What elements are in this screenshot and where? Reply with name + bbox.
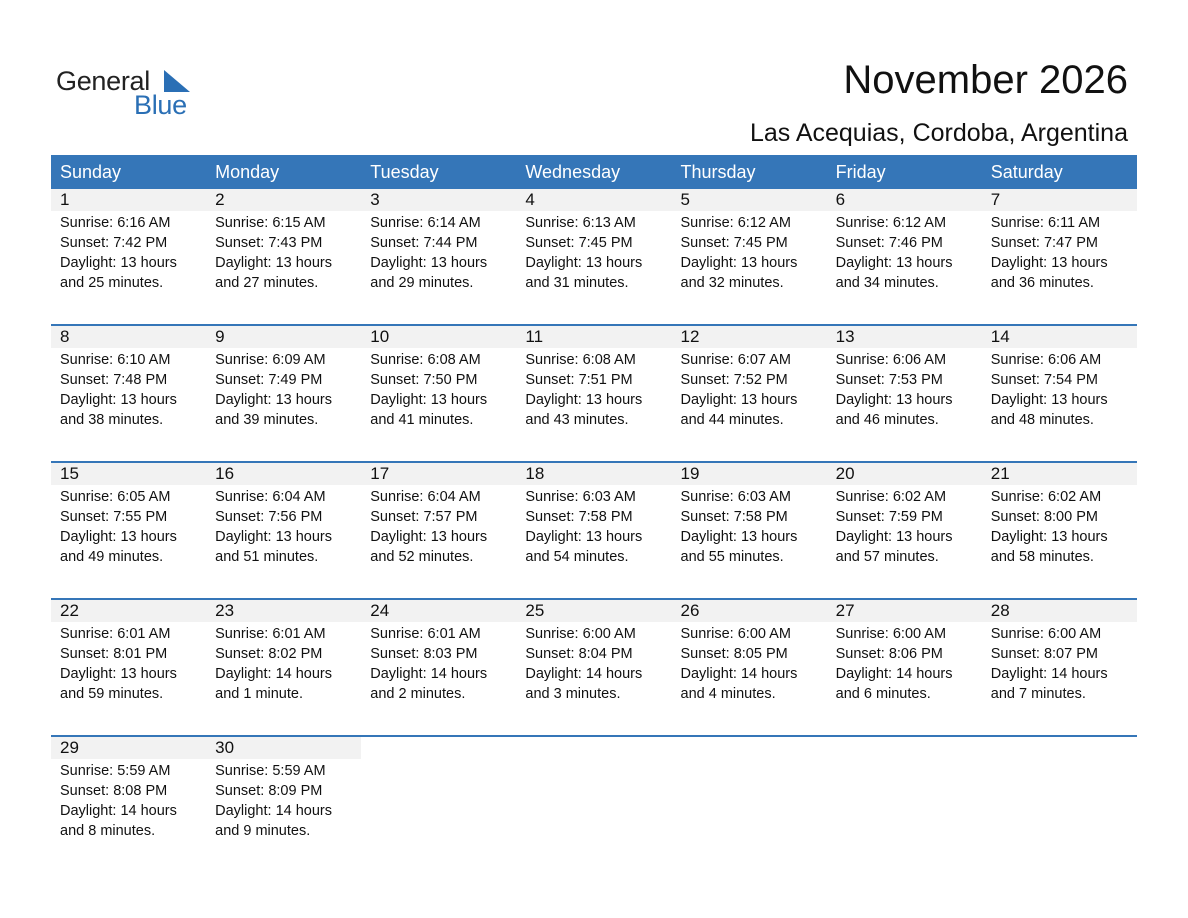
daylight-minutes: and 52 minutes. — [370, 549, 474, 565]
sunset-time: Sunset: 7:50 PM — [370, 372, 478, 388]
sunrise-time: Sunrise: 6:00 AM — [835, 626, 947, 642]
day-details — [361, 348, 516, 430]
sunset-time: Sunset: 7:45 PM — [680, 235, 788, 251]
daylight-minutes: and 54 minutes. — [525, 549, 629, 565]
day-cell — [516, 600, 671, 735]
weekday-header: Tuesday — [370, 162, 439, 182]
daylight-hours: Daylight: 14 hours — [990, 666, 1108, 682]
daylight-minutes: and 3 minutes. — [525, 686, 621, 702]
day-details — [827, 211, 982, 293]
day-details — [206, 348, 361, 430]
daylight-hours: Daylight: 13 hours — [215, 529, 332, 545]
daylight-minutes: and 55 minutes. — [680, 549, 784, 565]
sunrise-time: Sunrise: 6:08 AM — [370, 352, 481, 368]
daylight-hours: Daylight: 14 hours — [215, 666, 332, 682]
day-number: 1 — [51, 189, 206, 211]
sunset-time: Sunset: 7:54 PM — [990, 372, 1098, 388]
weekday-header: Saturday — [990, 162, 1063, 182]
daylight-hours: Daylight: 13 hours — [370, 392, 488, 408]
daylight-hours: Daylight: 14 hours — [60, 803, 177, 819]
daylight-hours: Daylight: 13 hours — [990, 529, 1108, 545]
daylight-minutes: and 49 minutes. — [60, 549, 164, 565]
daylight-hours: Daylight: 13 hours — [60, 255, 177, 271]
sunset-time: Sunset: 8:00 PM — [990, 509, 1098, 525]
day-number: 2 — [206, 189, 361, 211]
daylight-minutes: and 51 minutes. — [215, 549, 319, 565]
day-details — [206, 211, 361, 293]
day-cell — [206, 326, 361, 461]
sunset-time: Sunset: 7:55 PM — [60, 509, 168, 525]
sunset-time: Sunset: 8:08 PM — [60, 783, 168, 799]
day-cell — [672, 600, 827, 735]
daylight-hours: Daylight: 13 hours — [835, 392, 953, 408]
day-number: 4 — [516, 189, 671, 211]
day-details — [827, 622, 982, 704]
daylight-hours: Daylight: 14 hours — [835, 666, 953, 682]
day-number: 9 — [206, 326, 361, 348]
logo-general-text: General — [56, 66, 150, 96]
daylight-hours: Daylight: 13 hours — [525, 529, 643, 545]
sunrise-time: Sunrise: 6:04 AM — [370, 489, 481, 505]
sunrise-time: Sunrise: 6:03 AM — [525, 489, 636, 505]
sunrise-time: Sunrise: 6:13 AM — [525, 215, 636, 231]
empty-day-cell — [982, 737, 1137, 872]
day-number: 8 — [51, 326, 206, 348]
day-details — [51, 348, 206, 430]
daylight-hours: Daylight: 13 hours — [680, 255, 798, 271]
day-number: 24 — [361, 600, 516, 622]
day-cell — [672, 326, 827, 461]
day-details — [672, 348, 827, 430]
day-number: 29 — [51, 737, 206, 759]
sunrise-time: Sunrise: 6:14 AM — [370, 215, 481, 231]
empty-day-cell — [516, 737, 671, 872]
daylight-minutes: and 32 minutes. — [680, 275, 784, 291]
day-cell — [982, 189, 1137, 324]
sunset-time: Sunset: 7:42 PM — [60, 235, 168, 251]
sunrise-time: Sunrise: 6:06 AM — [990, 352, 1102, 368]
daylight-minutes: and 36 minutes. — [990, 275, 1094, 291]
day-details — [51, 485, 206, 567]
sunset-time: Sunset: 8:09 PM — [215, 783, 323, 799]
day-cell — [516, 326, 671, 461]
sunrise-time: Sunrise: 6:01 AM — [60, 626, 171, 642]
daylight-minutes: and 8 minutes. — [60, 823, 156, 839]
sunset-time: Sunset: 7:46 PM — [835, 235, 943, 251]
day-number: 6 — [827, 189, 982, 211]
location-subtitle: Las Acequias, Cordoba, Argentina — [749, 119, 1128, 147]
weeks-container — [51, 189, 1137, 872]
daylight-hours: Daylight: 14 hours — [370, 666, 488, 682]
day-cell — [982, 600, 1137, 735]
daylight-minutes: and 43 minutes. — [525, 412, 629, 428]
day-details — [516, 485, 671, 567]
daylight-hours: Daylight: 14 hours — [680, 666, 798, 682]
day-number: 30 — [206, 737, 361, 759]
day-number: 26 — [672, 600, 827, 622]
day-cell — [206, 600, 361, 735]
day-details — [827, 348, 982, 430]
sunset-time: Sunset: 8:05 PM — [680, 646, 788, 662]
day-details — [206, 759, 361, 841]
daylight-minutes: and 59 minutes. — [60, 686, 164, 702]
day-number: 11 — [516, 326, 671, 348]
day-cell — [827, 326, 982, 461]
daylight-minutes: and 44 minutes. — [680, 412, 784, 428]
day-cell — [982, 463, 1137, 598]
sunrise-time: Sunrise: 6:01 AM — [215, 626, 326, 642]
day-number: 28 — [982, 600, 1137, 622]
sunset-time: Sunset: 8:03 PM — [370, 646, 478, 662]
day-details — [51, 759, 206, 841]
day-number: 10 — [361, 326, 516, 348]
daylight-minutes: and 29 minutes. — [370, 275, 474, 291]
sunset-time: Sunset: 7:58 PM — [525, 509, 633, 525]
sunset-time: Sunset: 7:58 PM — [680, 509, 788, 525]
daylight-minutes: and 1 minute. — [215, 686, 303, 702]
daylight-hours: Daylight: 13 hours — [990, 255, 1108, 271]
empty-day-cell — [361, 737, 516, 872]
day-number: 13 — [827, 326, 982, 348]
sunset-time: Sunset: 7:52 PM — [680, 372, 788, 388]
day-details — [361, 622, 516, 704]
sunrise-time: Sunrise: 6:04 AM — [215, 489, 326, 505]
day-number: 17 — [361, 463, 516, 485]
week-row — [51, 598, 1137, 735]
daylight-hours: Daylight: 13 hours — [370, 529, 488, 545]
sunset-time: Sunset: 7:53 PM — [835, 372, 943, 388]
day-details — [672, 485, 827, 567]
sunset-time: Sunset: 7:47 PM — [990, 235, 1098, 251]
day-cell — [206, 189, 361, 324]
day-number: 5 — [672, 189, 827, 211]
daylight-hours: Daylight: 13 hours — [525, 255, 643, 271]
sunrise-time: Sunrise: 6:12 AM — [680, 215, 791, 231]
daylight-hours: Daylight: 13 hours — [60, 392, 177, 408]
day-cell — [51, 189, 206, 324]
day-cell — [827, 600, 982, 735]
sunset-time: Sunset: 8:06 PM — [835, 646, 943, 662]
day-cell — [206, 463, 361, 598]
sunset-time: Sunset: 7:51 PM — [525, 372, 633, 388]
sunrise-time: Sunrise: 6:09 AM — [215, 352, 326, 368]
weekday-header: Sunday — [60, 162, 122, 182]
daylight-hours: Daylight: 13 hours — [990, 392, 1108, 408]
sunrise-time: Sunrise: 6:02 AM — [990, 489, 1102, 505]
day-cell — [51, 600, 206, 735]
daylight-hours: Daylight: 13 hours — [215, 255, 332, 271]
day-cell — [51, 463, 206, 598]
sunrise-time: Sunrise: 6:16 AM — [60, 215, 171, 231]
daylight-minutes: and 48 minutes. — [990, 412, 1094, 428]
sunset-time: Sunset: 8:04 PM — [525, 646, 633, 662]
day-number: 20 — [827, 463, 982, 485]
daylight-minutes: and 4 minutes. — [680, 686, 776, 702]
day-details — [982, 485, 1137, 567]
day-number: 7 — [982, 189, 1137, 211]
daylight-hours: Daylight: 13 hours — [525, 392, 643, 408]
sunrise-time: Sunrise: 6:05 AM — [60, 489, 171, 505]
day-number: 14 — [982, 326, 1137, 348]
sunrise-time: Sunrise: 6:01 AM — [370, 626, 481, 642]
daylight-minutes: and 31 minutes. — [525, 275, 629, 291]
empty-day-cell — [672, 737, 827, 872]
sunset-time: Sunset: 8:07 PM — [990, 646, 1098, 662]
sunrise-time: Sunrise: 6:15 AM — [215, 215, 326, 231]
sunrise-time: Sunrise: 6:11 AM — [990, 215, 1101, 231]
day-cell — [361, 326, 516, 461]
daylight-minutes: and 25 minutes. — [60, 275, 164, 291]
day-number: 19 — [672, 463, 827, 485]
logo — [56, 66, 206, 118]
sunset-time: Sunset: 7:57 PM — [370, 509, 478, 525]
day-number: 18 — [516, 463, 671, 485]
day-number: 23 — [206, 600, 361, 622]
sunrise-time: Sunrise: 5:59 AM — [215, 763, 326, 779]
day-cell — [827, 189, 982, 324]
day-details — [982, 348, 1137, 430]
day-details — [982, 622, 1137, 704]
day-cell — [206, 737, 361, 872]
day-cell — [982, 326, 1137, 461]
day-details — [827, 485, 982, 567]
daylight-minutes: and 9 minutes. — [215, 823, 311, 839]
empty-day-cell — [827, 737, 982, 872]
sunrise-time: Sunrise: 6:02 AM — [835, 489, 947, 505]
daylight-hours: Daylight: 13 hours — [370, 255, 488, 271]
day-details — [361, 211, 516, 293]
week-row — [51, 189, 1137, 324]
sunrise-time: Sunrise: 6:06 AM — [835, 352, 947, 368]
day-cell — [672, 189, 827, 324]
day-number: 3 — [361, 189, 516, 211]
daylight-hours: Daylight: 13 hours — [60, 529, 177, 545]
weekday-header: Friday — [835, 162, 886, 182]
sunset-time: Sunset: 7:59 PM — [835, 509, 943, 525]
daylight-minutes: and 7 minutes. — [990, 686, 1086, 702]
day-details — [206, 622, 361, 704]
sunset-time: Sunset: 7:43 PM — [215, 235, 323, 251]
calendar-grid — [51, 155, 1137, 872]
daylight-minutes: and 39 minutes. — [215, 412, 319, 428]
week-row — [51, 461, 1137, 598]
daylight-hours: Daylight: 14 hours — [215, 803, 332, 819]
day-details — [516, 211, 671, 293]
day-details — [206, 485, 361, 567]
day-details — [672, 211, 827, 293]
sunrise-time: Sunrise: 6:08 AM — [525, 352, 636, 368]
weekday-header: Thursday — [680, 162, 756, 182]
sunset-time: Sunset: 7:56 PM — [215, 509, 323, 525]
day-cell — [51, 737, 206, 872]
day-number: 21 — [982, 463, 1137, 485]
day-details — [672, 622, 827, 704]
daylight-minutes: and 46 minutes. — [835, 412, 939, 428]
day-cell — [361, 600, 516, 735]
page-title: November 2026 — [843, 58, 1128, 102]
day-details — [51, 211, 206, 293]
sunrise-time: Sunrise: 6:00 AM — [680, 626, 791, 642]
sunrise-time: Sunrise: 6:00 AM — [525, 626, 636, 642]
sunrise-time: Sunrise: 6:12 AM — [835, 215, 947, 231]
daylight-hours: Daylight: 13 hours — [835, 529, 953, 545]
daylight-hours: Daylight: 13 hours — [680, 529, 798, 545]
week-row — [51, 735, 1137, 872]
logo-blue-text: Blue — [134, 90, 187, 120]
day-cell — [516, 463, 671, 598]
day-cell — [51, 326, 206, 461]
day-cell — [361, 463, 516, 598]
daylight-minutes: and 6 minutes. — [835, 686, 931, 702]
day-cell — [672, 463, 827, 598]
daylight-hours: Daylight: 13 hours — [60, 666, 177, 682]
weekday-header: Monday — [215, 162, 280, 182]
daylight-minutes: and 2 minutes. — [370, 686, 466, 702]
sunrise-time: Sunrise: 6:07 AM — [680, 352, 791, 368]
sunrise-time: Sunrise: 5:59 AM — [60, 763, 171, 779]
day-cell — [516, 189, 671, 324]
sunset-time: Sunset: 8:01 PM — [60, 646, 168, 662]
day-details — [51, 622, 206, 704]
day-number: 22 — [51, 600, 206, 622]
daylight-minutes: and 57 minutes. — [835, 549, 939, 565]
logo-triangle-icon — [160, 70, 192, 92]
weekday-header-row — [51, 155, 1137, 189]
day-number: 25 — [516, 600, 671, 622]
day-cell — [361, 189, 516, 324]
sunset-time: Sunset: 7:44 PM — [370, 235, 478, 251]
day-number: 27 — [827, 600, 982, 622]
daylight-hours: Daylight: 13 hours — [215, 392, 332, 408]
sunset-time: Sunset: 7:45 PM — [525, 235, 633, 251]
sunset-time: Sunset: 7:49 PM — [215, 372, 323, 388]
day-number: 12 — [672, 326, 827, 348]
daylight-hours: Daylight: 14 hours — [525, 666, 643, 682]
daylight-hours: Daylight: 13 hours — [680, 392, 798, 408]
weekday-header: Wednesday — [525, 162, 621, 182]
daylight-minutes: and 41 minutes. — [370, 412, 474, 428]
week-row — [51, 324, 1137, 461]
sunrise-time: Sunrise: 6:03 AM — [680, 489, 791, 505]
daylight-minutes: and 34 minutes. — [835, 275, 939, 291]
day-number: 15 — [51, 463, 206, 485]
sunrise-time: Sunrise: 6:10 AM — [60, 352, 171, 368]
sunrise-time: Sunrise: 6:00 AM — [990, 626, 1102, 642]
day-details — [516, 622, 671, 704]
day-details — [982, 211, 1137, 293]
daylight-hours: Daylight: 13 hours — [835, 255, 953, 271]
daylight-minutes: and 27 minutes. — [215, 275, 319, 291]
daylight-minutes: and 58 minutes. — [990, 549, 1094, 565]
day-number: 16 — [206, 463, 361, 485]
day-details — [516, 348, 671, 430]
daylight-minutes: and 38 minutes. — [60, 412, 164, 428]
sunset-time: Sunset: 7:48 PM — [60, 372, 168, 388]
sunset-time: Sunset: 8:02 PM — [215, 646, 323, 662]
day-details — [361, 485, 516, 567]
day-cell — [827, 463, 982, 598]
